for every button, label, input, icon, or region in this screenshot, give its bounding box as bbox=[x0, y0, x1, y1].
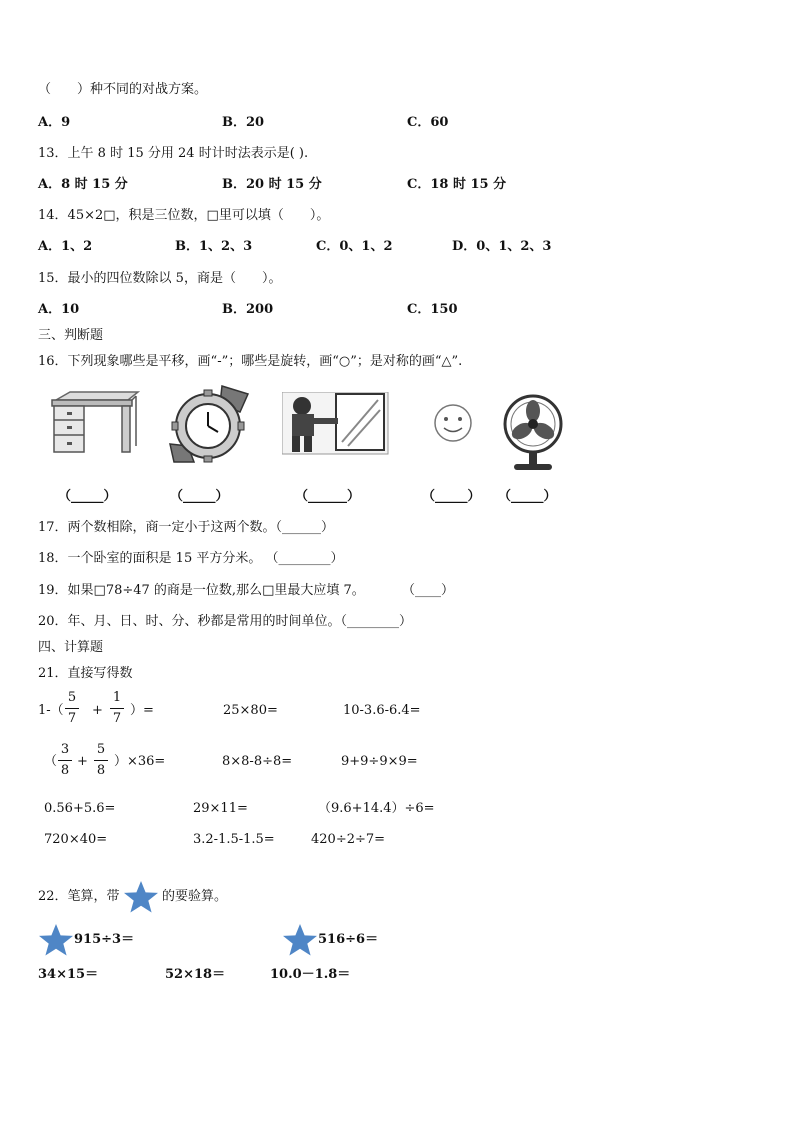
star-icon bbox=[282, 923, 318, 957]
fraction-numerator: 1 bbox=[112, 690, 122, 705]
q18-statement: 18．一个卧室的面积是 15 平方分米。 （________） bbox=[38, 551, 344, 566]
q21-r1-expr-2: 25×80= bbox=[223, 703, 278, 718]
q13-option-c: C．18 时 15 分 bbox=[407, 177, 507, 192]
fraction-numerator: 3 bbox=[60, 742, 70, 757]
q20-statement: 20．年、月、日、时、分、秒都是常用的时间单位。（________） bbox=[38, 614, 413, 629]
q14-option-d: D．0、1、2、3 bbox=[452, 239, 552, 254]
q15-option-a: A．10 bbox=[38, 302, 80, 317]
q22-title-part-2: 的要验算。 bbox=[162, 889, 228, 904]
q21-r4-expr-3: 420÷2÷7= bbox=[311, 832, 386, 847]
electric-fan-image bbox=[500, 394, 566, 474]
q21-r2-suffix: ）×36= bbox=[114, 754, 166, 769]
q21-r4-expr-2: 3.2-1.5-1.5= bbox=[193, 832, 275, 847]
q11-option-b: B．20 bbox=[222, 115, 265, 130]
fraction-bar bbox=[65, 708, 79, 709]
fraction-denominator: 8 bbox=[96, 763, 106, 778]
q16-blank-3[interactable]: （______） bbox=[295, 489, 361, 504]
fraction-denominator: 7 bbox=[67, 711, 77, 726]
q21-r1-expr-3: 10-3.6-6.4= bbox=[343, 703, 421, 718]
q21-r2-expr-2: 8×8-8÷8= bbox=[222, 754, 293, 769]
q22-starred-problem-2: 516÷6＝ bbox=[318, 932, 379, 947]
section-heading-calculation: 四、计算题 bbox=[38, 640, 104, 655]
q21-r3-expr-3: （9.6+14.4）÷6= bbox=[318, 801, 435, 816]
fraction-numerator: 5 bbox=[67, 690, 77, 705]
desk-image bbox=[48, 390, 140, 456]
q14-option-a: A．1、2 bbox=[38, 239, 93, 254]
q19-blank[interactable]: （____） bbox=[402, 583, 455, 598]
person-pushing-window-image bbox=[282, 392, 390, 456]
q15-stem: 15．最小的四位数除以 5，商是（ ）。 bbox=[38, 271, 282, 286]
star-icon bbox=[38, 923, 74, 957]
q21-r2-fraction-1 bbox=[58, 742, 72, 779]
fraction-bar bbox=[58, 760, 72, 761]
q15-option-c: C．150 bbox=[407, 302, 458, 317]
q14-stem: 14．45×2□，积是三位数，□里可以填（ ）。 bbox=[38, 208, 330, 223]
q11-option-c: C．60 bbox=[407, 115, 449, 130]
q22-problem-2: 52×18＝ bbox=[165, 967, 226, 982]
q22-starred-problem-1: 915÷3＝ bbox=[74, 932, 135, 947]
q21-r2-prefix: （ bbox=[44, 754, 58, 769]
q21-r1-suffix: ）= bbox=[130, 703, 154, 718]
q21-r2-expr-3: 9+9÷9×9= bbox=[341, 754, 418, 769]
q16-blank-1[interactable]: （_____） bbox=[58, 489, 117, 504]
q13-option-a: A．8 时 15 分 bbox=[38, 177, 128, 192]
q13-option-b: B．20 时 15 分 bbox=[222, 177, 322, 192]
q21-r1-fraction-1 bbox=[65, 690, 79, 727]
fraction-numerator: 5 bbox=[96, 742, 106, 757]
q21-r2-fraction-2 bbox=[94, 742, 108, 779]
q16-blank-5[interactable]: （_____） bbox=[498, 489, 557, 504]
q22-problem-3: 10.0－1.8＝ bbox=[270, 967, 351, 982]
fraction-denominator: 7 bbox=[112, 711, 122, 726]
q21-r4-expr-1: 720×40= bbox=[44, 832, 108, 847]
smiley-face-image bbox=[432, 402, 474, 444]
q21-r1-prefix: 1-（ bbox=[38, 703, 64, 718]
q21-r1-plus: + bbox=[92, 703, 103, 718]
section-heading-judgement: 三、判断题 bbox=[38, 328, 104, 343]
q22-problem-1: 34×15＝ bbox=[38, 967, 99, 982]
watch-image bbox=[164, 384, 254, 466]
q11-option-a: A．9 bbox=[38, 115, 71, 130]
q21-title: 21．直接写得数 bbox=[38, 666, 133, 681]
q15-option-b: B．200 bbox=[222, 302, 274, 317]
q16-blank-4[interactable]: （_____） bbox=[422, 489, 481, 504]
q16-blank-2[interactable]: （_____） bbox=[170, 489, 229, 504]
q17-statement: 17．两个数相除，商一定小于这两个数。（______） bbox=[38, 520, 335, 535]
q19-statement: 19．如果□78÷47 的商是一位数,那么□里最大应填 7。 bbox=[38, 583, 365, 598]
q16-stem: 16．下列现象哪些是平移，画“-”；哪些是旋转，画“○”；是对称的画“△”. bbox=[38, 354, 463, 369]
q14-option-c: C．0、1、2 bbox=[316, 239, 393, 254]
fraction-bar bbox=[94, 760, 108, 761]
q21-r3-expr-1: 0.56+5.6= bbox=[44, 801, 116, 816]
q14-option-b: B．1、2、3 bbox=[175, 239, 253, 254]
q13-stem: 13．上午 8 时 15 分用 24 时计时法表示是( ). bbox=[38, 146, 309, 161]
star-icon bbox=[123, 880, 159, 914]
q21-r1-fraction-2 bbox=[110, 690, 124, 727]
q21-r3-expr-2: 29×11= bbox=[193, 801, 248, 816]
q11-tail: （ ）种不同的对战方案。 bbox=[38, 82, 208, 97]
q21-r2-plus: + bbox=[77, 754, 88, 769]
fraction-bar bbox=[110, 708, 124, 709]
q22-title-part-1: 22．笔算，带 bbox=[38, 889, 120, 904]
fraction-denominator: 8 bbox=[60, 763, 70, 778]
